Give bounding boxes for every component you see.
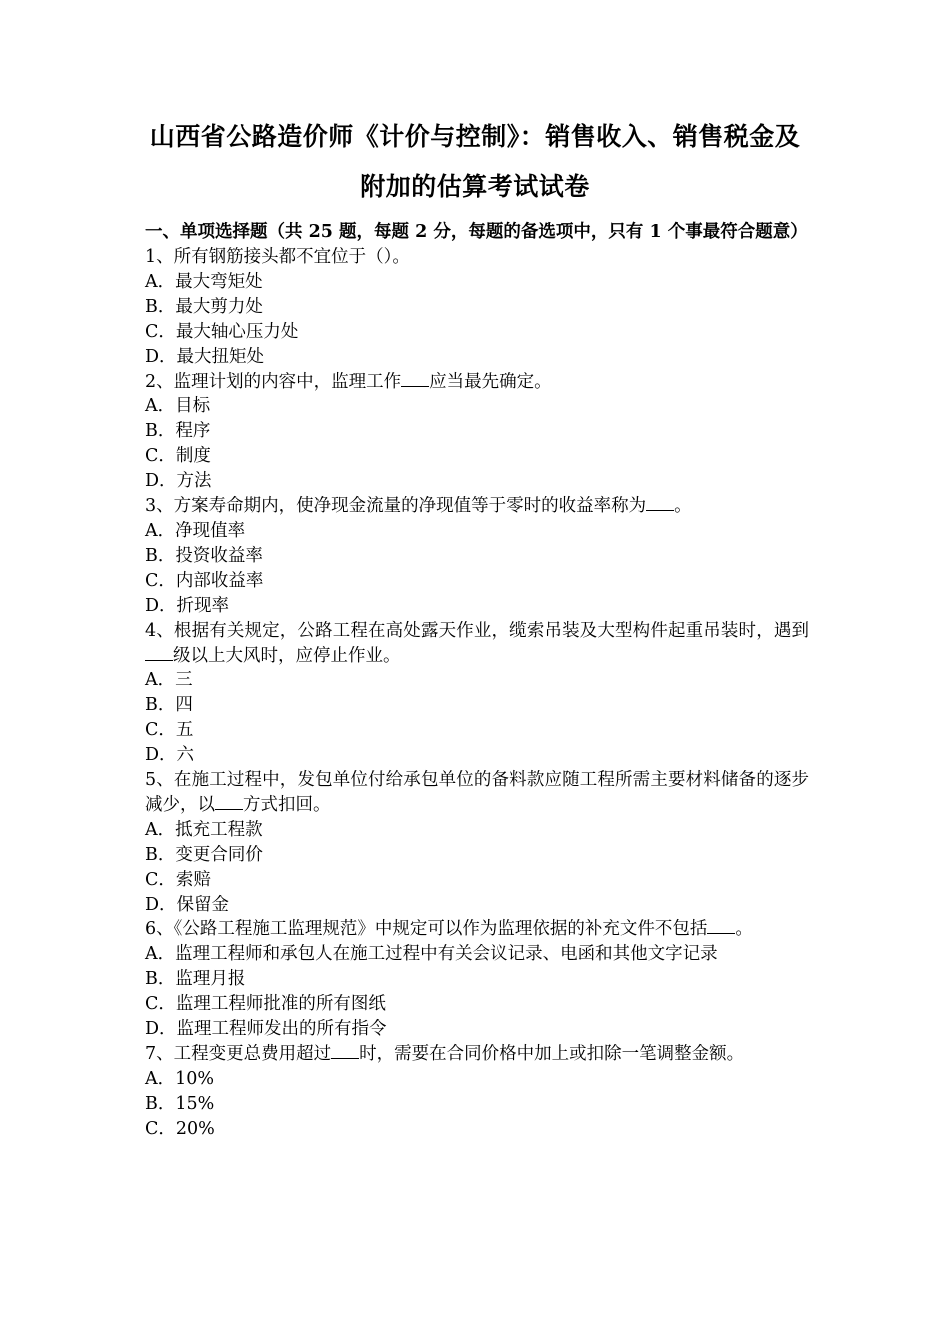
answer-option: B．15% [145, 1093, 215, 1114]
answer-option: B．变更合同价 [145, 844, 263, 865]
answer-option: C．20% [145, 1118, 215, 1139]
answer-option: B．最大剪力处 [145, 296, 263, 317]
answer-option: D．最大扭矩处 [145, 346, 265, 367]
question-text: 7、工程变更总费用超过 [145, 1044, 332, 1064]
answer-option: D．监理工程师发出的所有指令 [145, 1019, 387, 1040]
answer-option: C．最大轴心压力处 [145, 321, 299, 342]
answer-option: B．监理月报 [145, 969, 246, 990]
question-text: 6、《公路工程施工监理规范》中规定可以作为监理依据的补充文件不包括 [145, 919, 708, 940]
answer-option: C．索赔 [145, 869, 211, 890]
document-title [140, 112, 810, 212]
fill-blank [145, 646, 173, 661]
question-text: 5、在施工过程中，发包单位付给承包单位的备料款应随工程所需主要材料储备的逐步减少，以 [145, 770, 809, 815]
answer-option: D．折现率 [145, 595, 230, 616]
title-line-1: 山西省公路造价师《计价与控制》：销售收入、销售税金及 [149, 122, 801, 151]
question-text: 。 [674, 496, 692, 517]
question-text: 级以上大风时，应停止作业。 [173, 645, 401, 666]
answer-option: A．三 [145, 670, 193, 691]
answer-option: A．最大弯矩处 [145, 271, 263, 292]
question-text: 2、监理计划的内容中，监理工作 [145, 371, 402, 392]
question-stem [145, 245, 809, 270]
question-stem [145, 1042, 809, 1067]
section-heading: 一、单项选择题（共 25 题，每题 2 分，每题的备选项中，只有 1 个事最符合题意） [145, 222, 808, 242]
question-stem [145, 494, 809, 519]
answer-option: A．抵充工程款 [145, 819, 263, 840]
question-text: 4、根据有关规定，公路工程在高处露天作业，缆索吊装及大型构件起重吊装时，遇到 [145, 620, 809, 641]
fill-blank [331, 1044, 359, 1059]
answer-option: C．内部收益率 [145, 570, 264, 591]
answer-option: A．10% [145, 1068, 215, 1089]
question-stem [145, 619, 809, 669]
answer-option: C．五 [145, 720, 194, 741]
answer-option: A．监理工程师和承包人在施工过程中有关会议记录、电函和其他文字记录 [145, 944, 718, 965]
fill-blank [215, 795, 243, 810]
answer-option: B．投资收益率 [145, 545, 263, 566]
question-stem [145, 768, 809, 818]
answer-option: D．方法 [145, 471, 212, 492]
question-text: 应当最先确定。 [429, 371, 552, 392]
fill-blank [707, 919, 735, 934]
question-text: 方式扣回。 [243, 794, 331, 815]
question-text: 。 [735, 919, 753, 940]
question-text: 1、所有钢筋接头都不宜位于（）。 [145, 247, 410, 267]
answer-option: B．四 [145, 695, 193, 716]
question-text: 时，需要在合同价格中加上或扣除一笔调整金额。 [359, 1044, 745, 1064]
exam-content [145, 220, 809, 1142]
question-text: 3、方案寿命期内，使净现金流量的净现值等于零时的收益率称为 [145, 496, 647, 517]
answer-option: C．监理工程师批准的所有图纸 [145, 994, 386, 1015]
answer-option: A．目标 [145, 396, 211, 417]
answer-option: D．六 [145, 745, 195, 766]
question-stem [145, 917, 809, 942]
title-line-2: 附加的估算考试试卷 [360, 172, 590, 201]
answer-option: A．净现值率 [145, 520, 246, 541]
question-stem [145, 370, 809, 395]
fill-blank [646, 496, 674, 511]
answer-option: B．程序 [145, 421, 211, 442]
fill-blank [401, 372, 429, 387]
answer-option: C．制度 [145, 446, 211, 467]
answer-option: D．保留金 [145, 894, 230, 915]
